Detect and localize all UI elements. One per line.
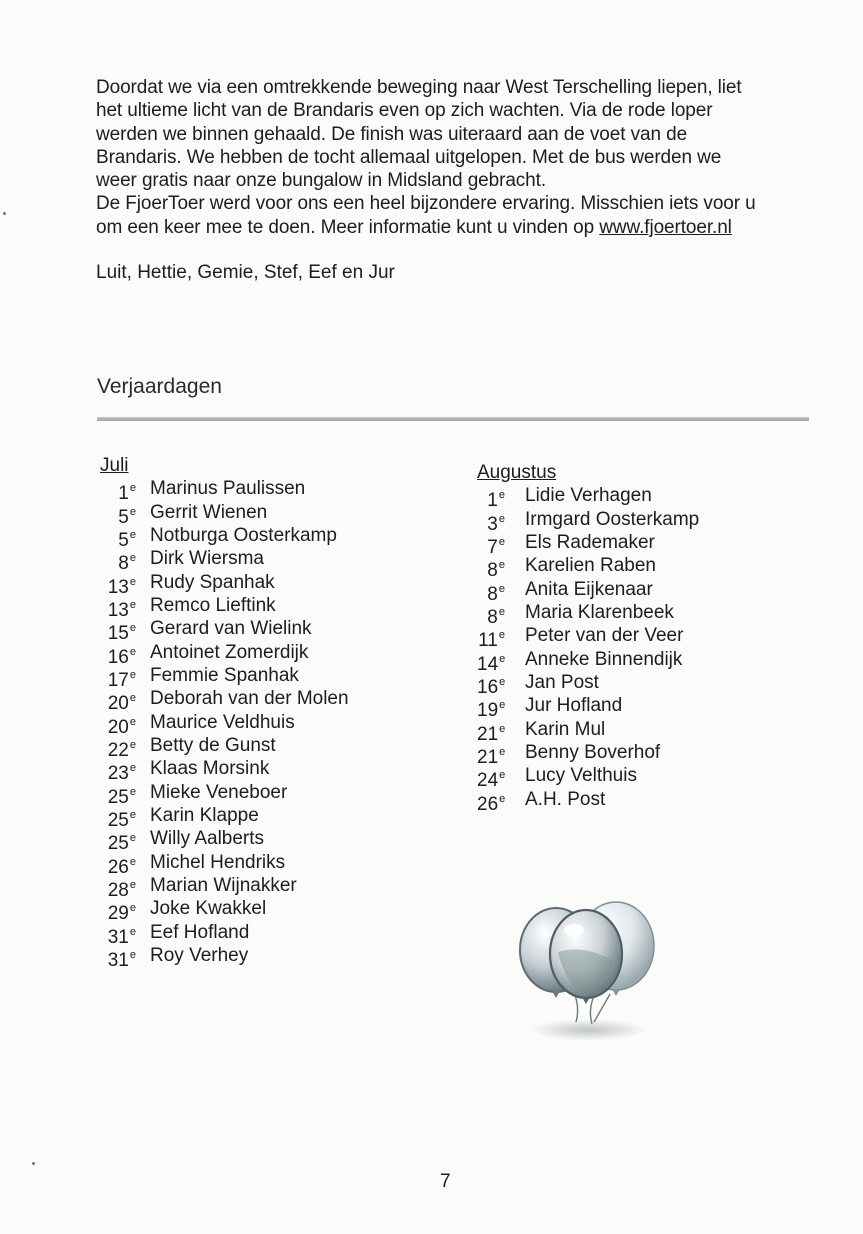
birthday-name: Anneke Binnendijk: [525, 648, 683, 670]
birthday-day: [100, 641, 136, 668]
day-number: 25: [107, 810, 129, 832]
birthday-entry: [100, 827, 349, 855]
ordinal-suffix: e: [498, 582, 505, 595]
birthday-day: [477, 718, 506, 745]
birthday-entry: [477, 554, 699, 582]
birthday-name: Dirk Wiersma: [150, 548, 264, 570]
birthday-name: Anita Eijkenaar: [525, 578, 653, 600]
ordinal-suffix: e: [499, 652, 506, 665]
birthday-entry: [477, 764, 699, 792]
ordinal-suffix: e: [499, 792, 506, 805]
ordinal-suffix: e: [499, 699, 506, 712]
ordinal-suffix: e: [129, 925, 136, 938]
ordinal-suffix: e: [129, 785, 136, 798]
birthday-name: Marian Wijnakker: [150, 875, 297, 897]
birthday-name: Karelien Raben: [525, 555, 656, 577]
birthday-day: [100, 594, 136, 622]
ordinal-suffix: e: [129, 855, 136, 868]
birthday-name: Femmie Spanhak: [150, 665, 299, 687]
day-number: 17: [107, 670, 129, 692]
ordinal-suffix: e: [129, 715, 136, 728]
day-number: 28: [107, 880, 129, 902]
day-number: 13: [107, 576, 129, 598]
birthday-entry: [100, 804, 349, 832]
birthday-name: Michel Hendriks: [150, 851, 286, 873]
birthday-entry: [477, 531, 699, 558]
ordinal-suffix: e: [129, 879, 136, 892]
day-number: 21: [477, 723, 499, 745]
day-number: 20: [107, 693, 129, 715]
birthday-entry: [100, 711, 349, 738]
day-number: 20: [107, 716, 129, 738]
day-number: 7: [487, 536, 498, 558]
birthday-entry: [477, 648, 699, 675]
birthday-day: [477, 694, 506, 722]
birthday-list-juli: [100, 454, 349, 972]
day-number: 14: [477, 653, 499, 675]
birthday-name: Maurice Veldhuis: [150, 711, 295, 733]
day-number: 5: [118, 506, 129, 528]
day-number: 1: [118, 483, 129, 505]
birthday-name: Gerrit Wienen: [150, 501, 268, 523]
ordinal-suffix: e: [129, 739, 136, 752]
birthday-entry: [100, 524, 349, 551]
birthday-entry: [477, 671, 699, 699]
ordinal-suffix: e: [129, 645, 136, 658]
birthday-entry: [100, 664, 349, 692]
ordinal-suffix: e: [499, 769, 506, 782]
ordinal-suffix: e: [129, 599, 136, 612]
ordinal-suffix: e: [129, 949, 136, 962]
birthday-entry: [100, 851, 349, 878]
section-divider: [97, 417, 809, 421]
birthday-name: Karin Mul: [525, 718, 606, 740]
day-number: 29: [107, 903, 129, 925]
intro-line: Brandaris. We hebben de tocht allemaal uitgelopen. Met de bus werden we: [96, 146, 722, 168]
birthday-day: [477, 601, 505, 629]
birthday-name: Jur Hofland: [525, 695, 623, 717]
birthday-entry: [100, 944, 349, 972]
ordinal-suffix: e: [129, 552, 136, 565]
ordinal-suffix: e: [498, 559, 505, 572]
birthday-day: [477, 788, 506, 815]
birthday-name: Betty de Gunst: [150, 735, 276, 757]
birthday-day: [477, 508, 505, 535]
month-heading-augustus: Augustus: [477, 462, 557, 483]
birthday-name: Notburga Oosterkamp: [150, 524, 337, 546]
birthday-day: [477, 764, 506, 792]
birthday-name: Maria Klarenbeek: [525, 602, 674, 624]
birthday-name: Benny Boverhof: [525, 742, 661, 764]
ordinal-suffix: e: [129, 482, 136, 495]
birthday-day: [477, 531, 505, 558]
intro-line: Doordat we via een omtrekkende beweging naar West Terschelling liepen, liet: [96, 77, 742, 98]
birthday-entry: [100, 757, 349, 785]
birthday-entry: [100, 781, 349, 808]
birthday-day: [100, 547, 136, 575]
birthday-day: [100, 944, 136, 972]
birthday-day: [477, 578, 505, 605]
birthday-name: Peter van der Veer: [525, 625, 684, 647]
ordinal-suffix: e: [499, 676, 506, 689]
birthday-entry: [100, 734, 349, 762]
birthday-entry: [100, 501, 349, 528]
birthday-day: [100, 571, 136, 598]
scan-speck: [32, 1162, 35, 1165]
augustus-entries: [477, 484, 700, 815]
birthday-entry: [100, 921, 349, 948]
birthday-entry: [477, 578, 699, 605]
birthday-entry: [477, 694, 699, 722]
juli-entries: [100, 477, 349, 972]
birthday-entry: [477, 601, 699, 629]
birthday-name: Eef Hofland: [150, 921, 250, 943]
month-heading-juli: Juli: [100, 455, 129, 476]
birthday-day: [100, 897, 136, 925]
signoff: Luit, Hettie, Gemie, Stef, Eef en Jur: [96, 262, 395, 283]
birthday-list-augustus: [477, 461, 700, 815]
birthday-name: Mieke Veneboer: [150, 781, 288, 803]
birthday-entry: [100, 594, 349, 622]
birthday-day: [100, 921, 136, 948]
ordinal-suffix: e: [499, 746, 506, 759]
birthday-day: [100, 687, 136, 715]
birthday-day: [477, 671, 506, 699]
intro-line: werden we binnen gehaald. De finish was uiteraard aan de voet van de: [96, 123, 688, 145]
birthday-day: [477, 648, 506, 675]
birthday-day: [477, 741, 506, 769]
birthday-day: [100, 851, 136, 878]
birthday-day: [100, 781, 136, 808]
ordinal-suffix: e: [129, 575, 136, 588]
day-number: 26: [477, 793, 499, 815]
birthday-entry: [477, 718, 699, 745]
birthday-entry: [100, 897, 349, 925]
birthday-name: Lidie Verhagen: [525, 485, 652, 507]
birthday-name: Jan Post: [525, 672, 599, 694]
birthday-entry: [477, 624, 699, 652]
birthday-name: Antoinet Zomerdijk: [150, 641, 309, 663]
birthday-day: [100, 664, 136, 692]
day-number: 31: [107, 950, 129, 972]
birthday-day: [100, 874, 136, 902]
birthday-entry: [477, 788, 699, 815]
birthday-entry: [477, 484, 699, 512]
intro-line: weer gratis naar onze bungalow in Midsland gebracht.: [96, 170, 547, 192]
birthday-day: [100, 711, 136, 738]
ordinal-suffix: e: [129, 902, 136, 915]
day-number: 25: [107, 786, 129, 808]
birthday-name: Deborah van der Molen: [150, 688, 349, 710]
intro-line: om een keer mee te doen. Meer informatie kunt u vinden op: [96, 216, 595, 238]
ordinal-suffix: e: [498, 489, 505, 502]
birthday-name: Marinus Paulissen: [150, 478, 306, 500]
day-number: 8: [118, 553, 129, 575]
day-number: 21: [477, 747, 499, 769]
page-number: 7: [440, 1171, 451, 1192]
birthday-day: [477, 484, 505, 512]
day-number: 16: [107, 646, 129, 668]
ordinal-suffix: e: [129, 832, 136, 845]
day-number: 11: [478, 630, 498, 652]
birthday-name: Rudy Spanhak: [150, 571, 275, 593]
ordinal-suffix: e: [129, 809, 136, 822]
birthday-entry: [100, 687, 349, 715]
birthday-name: Roy Verhey: [150, 945, 249, 967]
intro-line-with-link: [96, 216, 816, 239]
day-number: 5: [118, 529, 129, 551]
birthday-day: [100, 804, 136, 832]
ordinal-suffix: e: [498, 512, 505, 525]
birthday-day: [100, 757, 136, 785]
intro-line: De FjoerToer werd voor ons een heel bijzondere ervaring. Misschien iets voor u: [96, 193, 756, 215]
day-number: 25: [107, 833, 129, 855]
birthday-day: [100, 524, 136, 551]
birthday-entry: [100, 547, 349, 575]
birthday-entry: [100, 874, 349, 902]
day-number: 24: [477, 770, 499, 792]
birthday-entry: [477, 508, 700, 535]
ordinal-suffix: e: [129, 528, 136, 541]
ordinal-suffix: e: [498, 535, 505, 548]
ordinal-suffix: e: [129, 622, 136, 635]
balloons-illustration: [514, 900, 664, 1050]
ordinal-suffix: e: [498, 606, 505, 619]
day-number: 1: [487, 490, 498, 512]
birthday-name: Klaas Morsink: [150, 758, 270, 780]
ordinal-suffix: e: [129, 505, 136, 518]
birthday-day: [477, 554, 505, 582]
day-number: 8: [487, 560, 498, 582]
day-number: 16: [477, 677, 499, 699]
day-number: 13: [107, 600, 129, 622]
birthday-entry: [100, 571, 349, 598]
intro-line: het ultieme licht van de Brandaris even op zich wachten. Via de rode loper: [96, 100, 713, 122]
day-number: 23: [107, 763, 129, 785]
birthday-day: [100, 501, 136, 528]
day-number: 15: [107, 623, 129, 645]
birthday-entry: [100, 477, 349, 505]
birthday-day: [100, 734, 136, 762]
birthday-day: [100, 477, 136, 505]
day-number: 31: [107, 926, 129, 948]
birthday-day: [477, 624, 505, 652]
fjoertoer-link[interactable]: www.fjoertoer.nl: [599, 216, 732, 238]
birthday-name: Joke Kwakkel: [150, 898, 267, 920]
birthday-day: [100, 617, 136, 645]
birthday-day: [100, 827, 136, 855]
birthday-name: Irmgard Oosterkamp: [525, 508, 700, 530]
birthday-name: Lucy Velthuis: [525, 765, 637, 787]
birthday-name: Gerard van Wielink: [150, 618, 312, 640]
day-number: 22: [107, 740, 129, 762]
birthday-entry: [477, 741, 699, 769]
day-number: 8: [487, 607, 498, 629]
day-number: 3: [487, 513, 498, 535]
scan-speck: [3, 212, 6, 215]
birthday-entry: [100, 641, 349, 668]
day-number: 8: [487, 583, 498, 605]
birthday-entry: [100, 617, 349, 645]
birthday-name: Karin Klappe: [150, 805, 259, 827]
ordinal-suffix: e: [129, 692, 136, 705]
birthday-name: Els Rademaker: [525, 531, 655, 553]
ordinal-suffix: e: [499, 722, 506, 735]
intro-paragraph: [96, 76, 816, 239]
birthday-name: Willy Aalberts: [150, 828, 265, 850]
ordinal-suffix: e: [129, 669, 136, 682]
birthday-name: A.H. Post: [525, 788, 606, 810]
ordinal-suffix: e: [498, 629, 505, 642]
day-number: 19: [477, 700, 499, 722]
ordinal-suffix: e: [129, 762, 136, 775]
section-title: Verjaardagen: [97, 375, 222, 398]
day-number: 26: [107, 856, 129, 878]
birthday-name: Remco Lieftink: [150, 595, 276, 617]
